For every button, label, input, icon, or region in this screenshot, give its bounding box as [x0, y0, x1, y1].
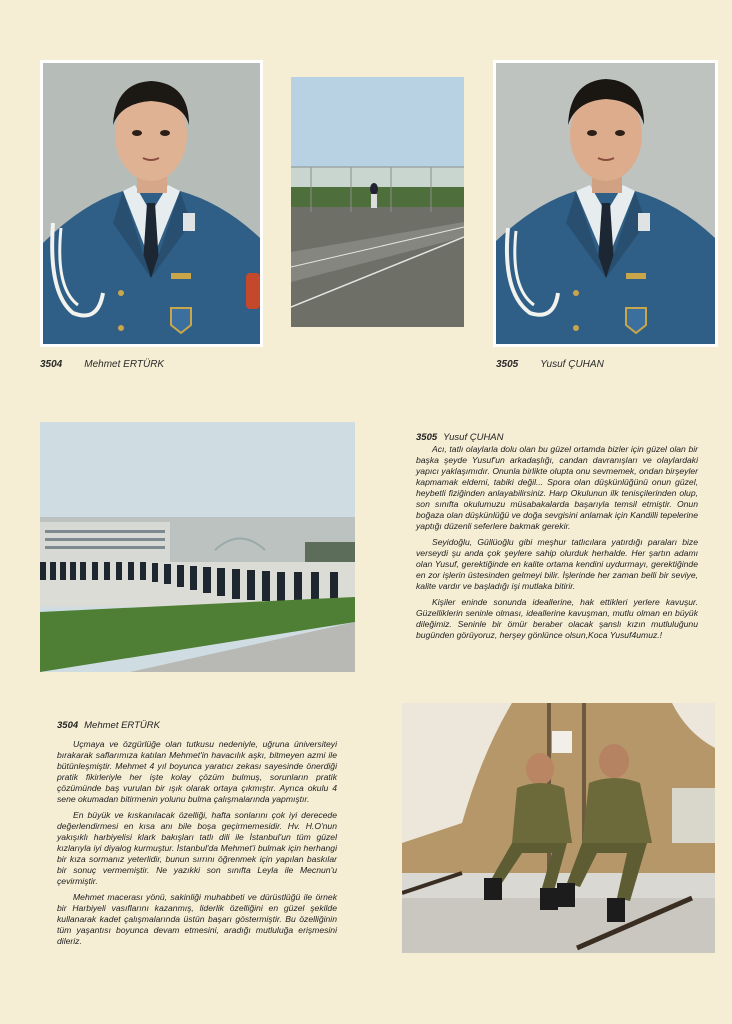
bio-paragraph: Acı, tatlı olaylarla dolu olan bu güzel ortamda bizler için güzel olan bir başka şeyde Yusuf'un arkadaşlığı, candan davranışları ve olaylardaki yapıcı yaklaşımıdır. Onunla birlikte olupta onu sevmemek, ondan birşeyler kapmamak eldemi, tabiki değil... Spora olan düşkünlüğünü onun güzel, heybetli fiziğinden anlayabilirsiniz. Harp Okulunun ilk tenisçilerinden olup, son sınıfta okulumuzu müsabakalarda başarıyla temsil etmiştir. Onun boğaza olan düşkünlüğü ve doğa sevgisini anlamak için Kandilli tepelerine yaptığı düzenli seferlere bakmak gerekir. [416, 444, 698, 531]
tent-camp-photo [402, 703, 715, 953]
caption-number: 3505 [496, 359, 519, 370]
bio-paragraph: En büyük ve kıskanılacak özelliği, hafta sonlarını çok iyi derecede değerlendirmesi en kısa anı bile boşa geçirmemesidir. Hv. H.O'nun yakışıklı harbiyelisi klark bakışları tatlı dili ile İstanbul'un tüm güzel kızlarıyla iyi diyalog kurmuştur. İstanbul'da Mehmet'i bulmak için herhangi bir kıza sormanız yeterlidir, bunun sırrını öğrenmek için yapılan baskılar bir sonuç vermemiştir. Ne yazıkki son sınıfta Leyla ile Mecnun'u çevirmiştir. [57, 810, 337, 886]
bio-name: Yusuf ÇUHAN [443, 432, 504, 443]
caption-number: 3504 [40, 359, 63, 370]
bio-paragraph: Uçmaya ve özgürlüğe olan tutkusu nedeniyle, uğruna üniversiteyi bırakarak saflarımıza katılan Mehmet'in havacılık aşkı, bitmeyen azmi ile bütünleşmiştir. Mehmet 4 yıl boyunca yaratıcı zekası sayesinde önerdiği pratik fikirleriyle her işte kolay çözüm bulmuş, sorunların pratik çözümünde baş vurulan bir ışık olarak ortaya çıkmıştır. Ayrıca okulu 4 sene okumadan bitirmenin yolunu bulma çalışmalarında yapmıştır. [57, 739, 337, 804]
bio-heading [416, 432, 698, 443]
caption-name: Yusuf ÇUHAN [540, 359, 604, 370]
caption-name: Mehmet ERTÜRK [84, 359, 165, 370]
caption-mehmet [40, 359, 164, 370]
bio-heading [57, 720, 337, 731]
tennis-court-photo [291, 77, 464, 327]
bio-paragraph: Kişiler eninde sonunda ideallerine, hak ettikleri yerlere kavuşur. Güzelliklerin seninle olması, ideallerine kavuşman, mutlu olman en büyük dileğimiz. Seninle bir ömür beraber olacak şanslı kızın mutluluğunu bugünden görüyoruz, herşey gönlünce olsun,Koca Yusuf4umuz.! [416, 597, 698, 640]
bio-number: 3504 [57, 720, 79, 731]
caption-yusuf [496, 359, 604, 370]
bio-yusuf [416, 432, 698, 646]
bio-paragraph: Seyidoğlu, Güllüoğlu gibi meşhur tatlıcılara yatırdığı paraları bize verseydi şu anda çok şeylere sahip olurduk herhalde. Her şartın adamı olan Yusuf, gerektiğinde en kalite ortama kendini uydurmayı, gerektiğinde en zor işlerin üstesinden gelmeyi bilir. İşlerinde her zaman belli bir seviye, kalite vardır ve başladığı işi mutlaka bitirir. [416, 537, 698, 591]
bio-paragraph: Mehmet macerası yönü, sakinliği muhabbeti ve dürüstlüğü ile örnek bir Harbiyeli vasıflarını kazanmış, liderlik özelliğini en güzel şekilde kullanarak kadet çalışmalarında üstün başarı göstermiştir. Bu özelliğinin tüm yaşantısı boyunca devam etmesini, aradığı mutluluğa erişmesini dileriz. [57, 892, 337, 946]
parade-photo [40, 422, 355, 672]
portrait-photo-mehmet [40, 60, 263, 347]
bio-name: Mehmet ERTÜRK [84, 720, 160, 731]
bio-number: 3505 [416, 432, 438, 443]
portrait-photo-yusuf [493, 60, 718, 347]
bio-mehmet [57, 720, 337, 952]
